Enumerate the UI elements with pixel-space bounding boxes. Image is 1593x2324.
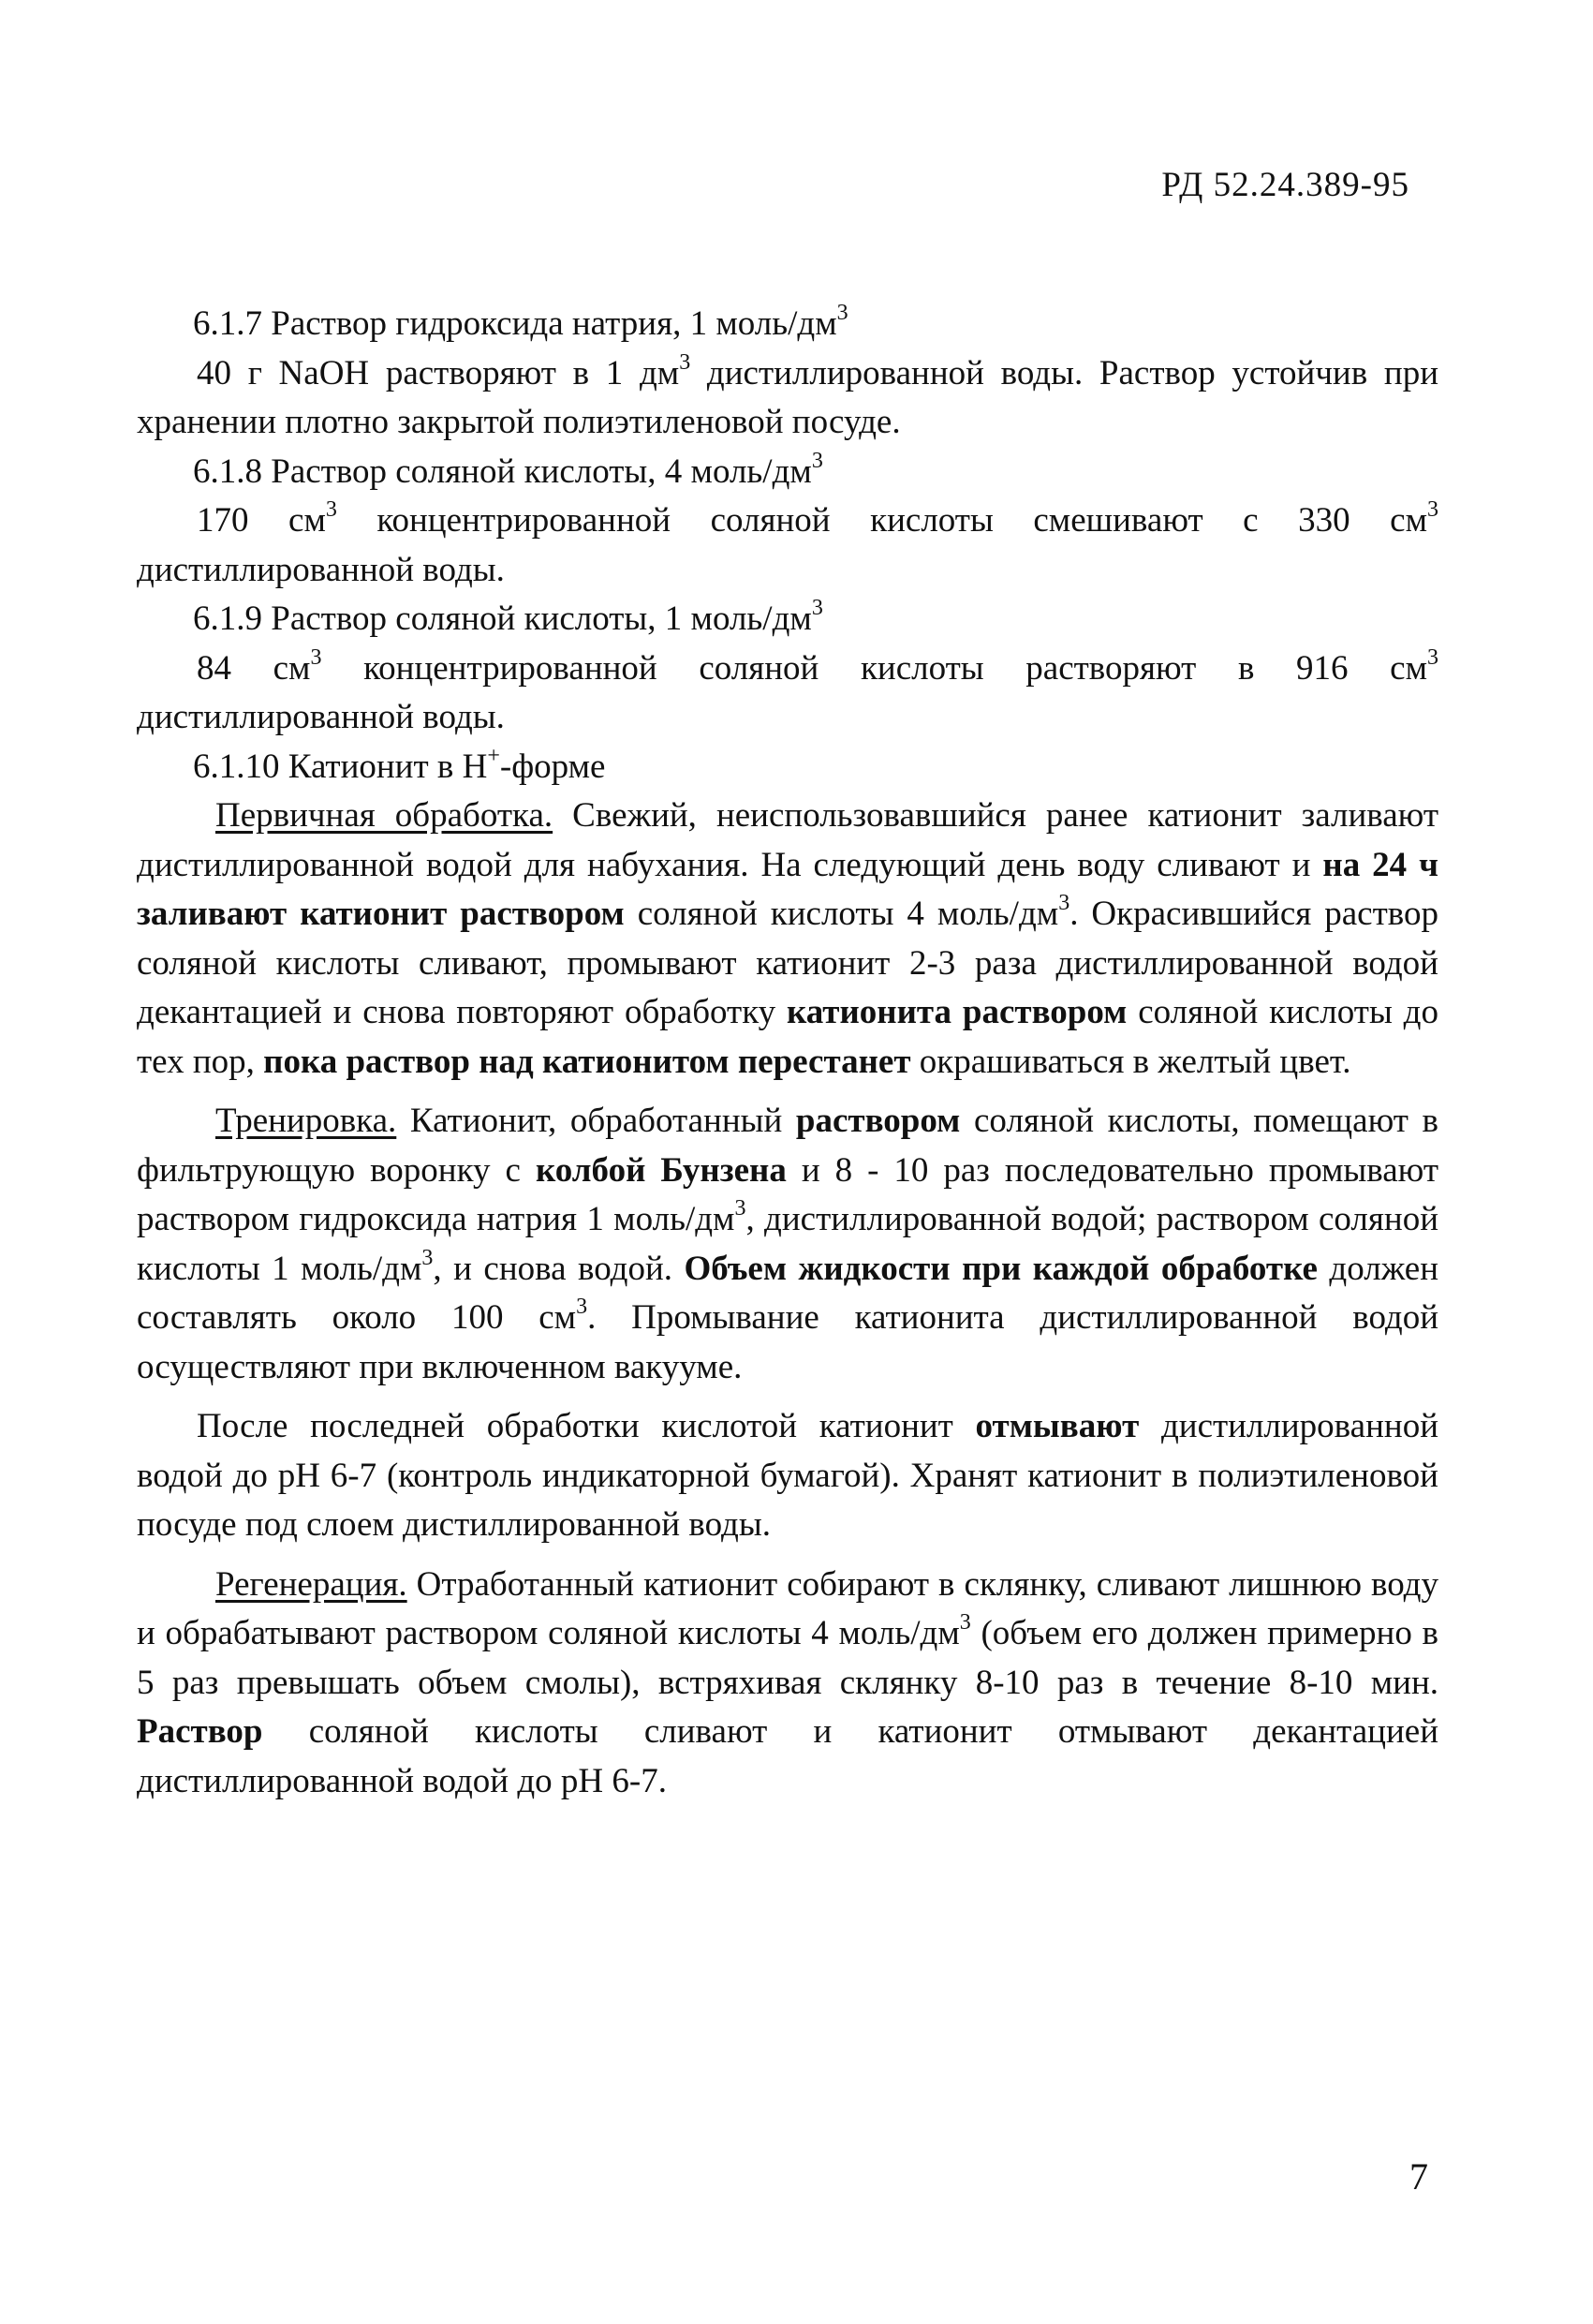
section-title-text: 6.1.7 Раствор гидроксида натрия, 1 моль/дм — [193, 304, 837, 343]
superscript: 3 — [1058, 891, 1070, 915]
after-treatment-paragraph — [137, 1402, 1438, 1550]
bold-text: на 24 ч заливают катионит раствором — [137, 845, 1438, 933]
superscript: 3 — [576, 1295, 588, 1319]
bold-text: катионита раствором — [787, 993, 1128, 1031]
training-paragraph — [137, 1097, 1438, 1392]
section-title-text: 6.1.8 Раствор соляной кислоты, 4 моль/дм — [193, 451, 812, 491]
paragraph-text: соляной кислоты сливают и катионит отмывают декантацией дистиллированной водой до pH 6-7. — [137, 1712, 1438, 1800]
superscript: 3 — [959, 1610, 971, 1635]
section-6-1-9-text — [137, 644, 1438, 743]
section-6-1-10-title — [137, 743, 1438, 792]
paragraph-text: и 8 - 10 раз последовательно промывают раствором гидроксида натрия 1 моль/дм — [137, 1150, 1438, 1238]
superscript: + — [487, 743, 500, 768]
regeneration-paragraph — [137, 1561, 1438, 1807]
superscript: 3 — [1427, 497, 1438, 522]
paragraph-text: соляной кислоты, помещают в фильтрующую воронку с — [137, 1102, 1438, 1190]
bold-text: Объем жидкости при каждой обработке — [684, 1249, 1318, 1288]
paragraph-text: Катионит, обработанный — [396, 1102, 796, 1140]
paragraph-text: Свежий, неиспользовавшийся ранее катионит заливают дистиллированной водой для набухания. На следующий день воду сливают и — [137, 796, 1438, 884]
paragraph-text: должен составлять около 100 см — [137, 1249, 1438, 1337]
bold-text: раствором — [795, 1102, 961, 1140]
page-number: 7 — [1409, 2155, 1428, 2198]
section-6-1-7-text — [137, 349, 1438, 448]
paragraph-text: , и снова водой. — [433, 1249, 685, 1288]
superscript: 3 — [679, 349, 691, 375]
paragraph-text: концентрированной соляной кислоты растворяют в 916 см — [321, 648, 1427, 688]
paragraph-text: дистиллированной водой до pH 6-7 (контроль индикаторной бумагой). Хранят катионит в полиэтиленовой посуде под слоем дистиллированной воды. — [137, 1407, 1438, 1544]
training-label: Тренировка. — [215, 1102, 397, 1140]
primary-treatment-paragraph — [137, 792, 1438, 1087]
bold-text: отмывают — [975, 1407, 1140, 1445]
regeneration-label: Регенерация. — [215, 1564, 407, 1604]
superscript: 3 — [421, 1245, 434, 1270]
paragraph-text: дистиллированной воды. — [137, 698, 505, 736]
superscript: 3 — [310, 644, 322, 670]
paragraph-text: . Окрасившийся раствор соляной кислоты сливают, промывают катионит 2-3 раза дистиллированной водой декантацией и снова повторяют обработку — [137, 895, 1438, 1031]
superscript: 3 — [811, 448, 823, 473]
bold-text: колбой Бунзена — [535, 1150, 787, 1190]
paragraph-text: дистиллированной воды. Раствор устойчив при хранении плотно закрытой полиэтиленовой посуде. — [137, 353, 1438, 441]
paragraph-text: , дистиллированной водой; раствором соляной кислоты 1 моль/дм — [137, 1200, 1438, 1288]
section-6-1-9-title — [137, 595, 1438, 644]
paragraph-text: После последней обработки кислотой катионит — [197, 1407, 976, 1445]
superscript: 3 — [836, 301, 848, 325]
paragraph-text: . Промывание катионита дистиллированной водой осуществляют при включенном вакууме. — [137, 1298, 1438, 1386]
document-body — [137, 300, 1438, 1806]
bold-text: Раствор — [137, 1712, 263, 1751]
section-title-text: 6.1.10 Катионит в H — [193, 747, 488, 786]
paragraph-text: (объем его должен примерно в 5 раз превышать объем смолы), встряхивая склянку 8-10 раз в течение 8-10 мин. — [137, 1614, 1438, 1702]
superscript: 3 — [1427, 644, 1438, 670]
paragraph-text: соляной кислоты 4 моль/дм — [624, 895, 1059, 933]
section-6-1-8-text — [137, 496, 1438, 595]
paragraph-text: Отработанный катионит собирают в склянку, сливают лишнюю воду и обрабатывают раствором соляной кислоты 4 моль/дм — [137, 1564, 1438, 1652]
bold-text: пока раствор над катионитом перестанет — [263, 1042, 911, 1081]
paragraph-text: окрашиваться в желтый цвет. — [910, 1042, 1351, 1081]
superscript: 3 — [811, 596, 823, 620]
paragraph-text: концентрированной соляной кислоты смешивают с 330 см — [336, 501, 1427, 540]
primary-treatment-label: Первичная обработка. — [215, 796, 553, 835]
document-id-header: РД 52.24.389-95 — [1161, 166, 1409, 204]
section-6-1-7-title — [137, 300, 1438, 349]
paragraph-text: дистиллированной воды. — [137, 550, 505, 589]
superscript: 3 — [734, 1196, 746, 1221]
paragraph-text: соляной кислоты до тех пор, — [137, 993, 1438, 1081]
section-title-text: -форме — [499, 747, 606, 786]
superscript: 3 — [325, 497, 337, 522]
paragraph-text: 170 см — [197, 501, 326, 540]
paragraph-text: 84 см — [197, 648, 311, 688]
section-title-text: 6.1.9 Раствор соляной кислоты, 1 моль/дм — [193, 600, 812, 638]
paragraph-text: 40 г NaOH растворяют в 1 дм — [197, 353, 680, 392]
section-6-1-8-title — [137, 448, 1438, 497]
